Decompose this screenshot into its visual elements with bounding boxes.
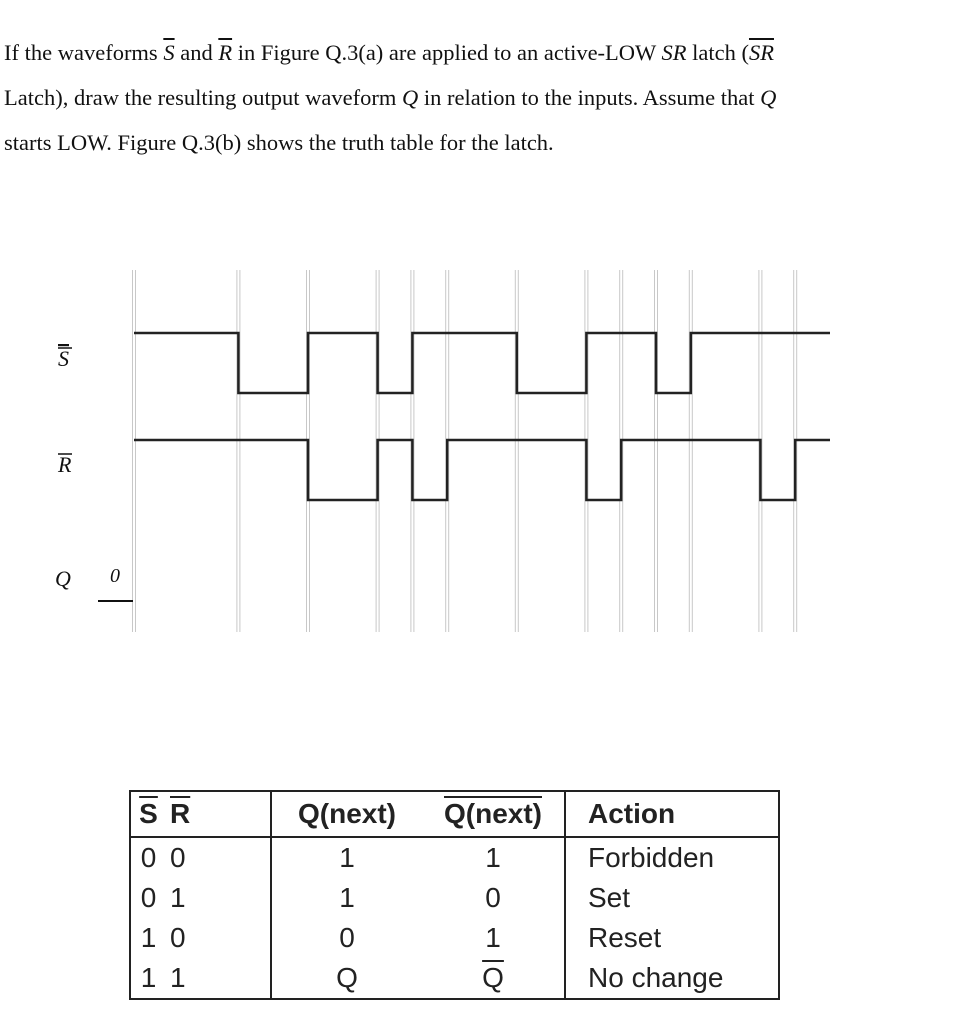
s-bar-waveform: [134, 333, 830, 393]
th-r-bar: $\overline{R}$: [166, 791, 271, 837]
timing-diagram: [0, 260, 976, 640]
th-q-next: Q(next): [271, 791, 422, 837]
th-action: Action: [565, 791, 779, 837]
r-bar-waveform: [134, 440, 830, 500]
table-row: 0 0 1 1 Forbidden: [130, 837, 779, 878]
th-qbar-next: Q(next): [422, 791, 565, 837]
s-bar-label: S: [58, 346, 69, 371]
q-label: Q: [55, 566, 71, 591]
table-row: 0 1 1 0 Set: [130, 878, 779, 918]
th-s-bar: $\overline{S}$: [130, 791, 166, 837]
timing-gridlines: [133, 270, 797, 632]
r-bar-symbol: $\overline{R}$: [218, 40, 233, 65]
q-initial-label: 0: [110, 565, 120, 587]
question-text: If the waveforms $\overline{S}$ and $\overline{R}$ in Figure Q.3(a) are applied to an active-LOW SR latch ($\overline{SR}$ Latch), draw the resulting output waveform Q in relation to the inputs. Assume that Q starts LOW. Figure Q.3(b) shows the truth table for the latch.: [4, 40, 777, 155]
table-row: 1 1 Q $\overline{Q}$ No change: [130, 958, 779, 999]
table-row: 1 0 0 1 Reset: [130, 918, 779, 958]
truth-table: [129, 790, 780, 1000]
s-bar-symbol: $\overline{S}$: [163, 40, 175, 65]
r-bar-label: R: [58, 452, 72, 477]
